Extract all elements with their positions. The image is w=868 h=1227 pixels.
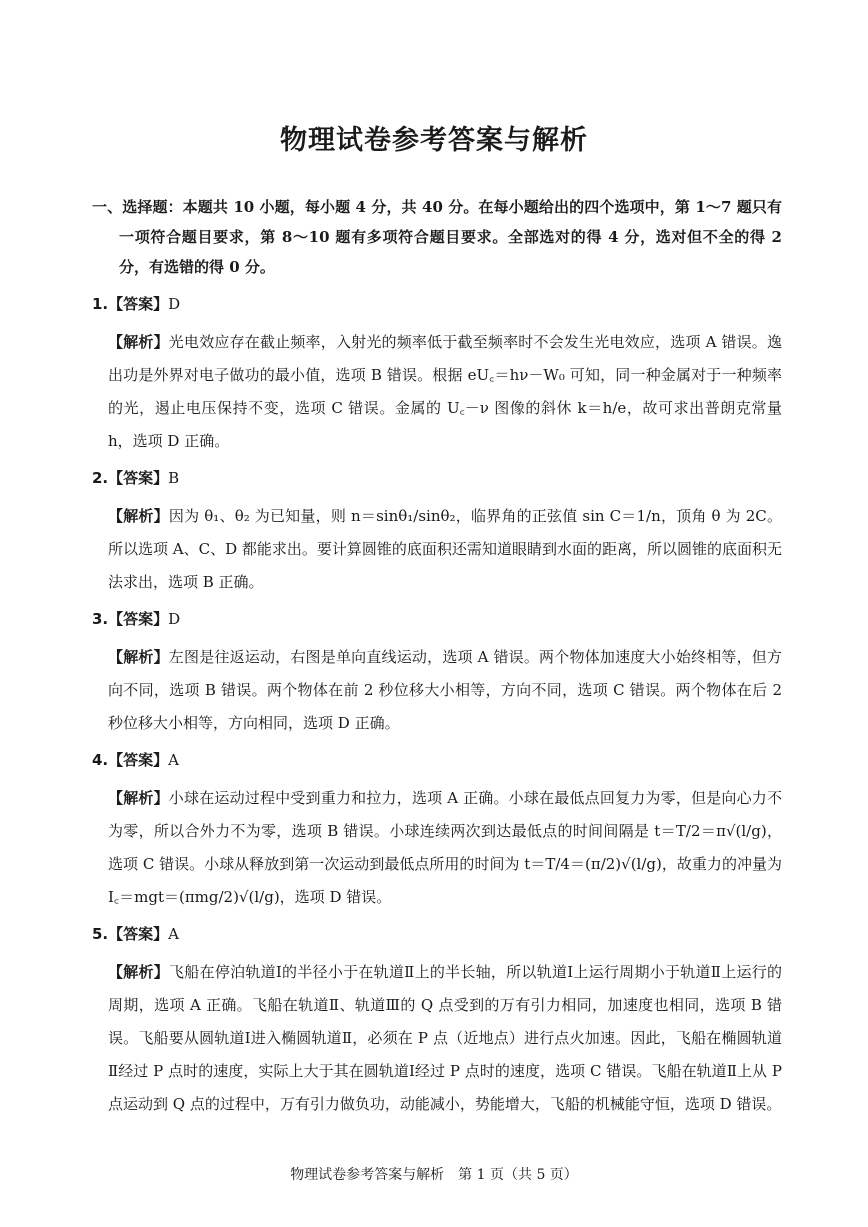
document-body [92, 192, 782, 1127]
explanation-text: 小球在运动过程中受到重力和拉力，选项 A 正确。小球在最低点回复力为零，但是向心力不为零，所以合外力不为零，选项 B 错误。小球连续两次到达最低点的时间间隔是 t＝T/2＝π√(l/g)，选项 C 错误。小球从释放到第一次运动到最低点所用的时间为 t＝T/4＝(π/2)√(l/g)，故重力的冲量为 I꜀＝mgt＝(πmg/2)√(l/g)，选项 D 错误。 [108, 789, 782, 906]
answer-tag: 【答案】 [108, 925, 169, 943]
answer-line [92, 464, 782, 493]
answer-line [92, 290, 782, 319]
question-number: 3. [92, 610, 109, 628]
question-4 [92, 746, 782, 914]
question-number: 1. [92, 295, 109, 313]
explanation-tag: 【解析】 [108, 963, 170, 981]
answer-value: D [168, 610, 181, 628]
question-5 [92, 920, 782, 1121]
explanation [92, 956, 782, 1121]
explanation-tag: 【解析】 [108, 789, 169, 807]
answer-tag: 【答案】 [108, 469, 169, 487]
explanation [92, 641, 782, 740]
answer-value: D [168, 295, 181, 313]
answer-value: A [168, 925, 179, 943]
question-3 [92, 605, 782, 740]
answer-value: A [168, 751, 179, 769]
question-2 [92, 464, 782, 599]
explanation-text: 光电效应存在截止频率，入射光的频率低于截至频率时不会发生光电效应，选项 A 错误。逸出功是外界对电子做功的最小值，选项 B 错误。根据 eU꜀＝hν－W₀ 可知，同一种金属对于一种频率的光，遏止电压保持不变，选项 C 错误。金属的 U꜀－ν 图像的斜休 k＝h/e，故可求出普朗克常量 h，选项 D 正确。 [108, 333, 782, 450]
answer-line [92, 605, 782, 634]
answer-line [92, 746, 782, 775]
explanation [92, 500, 782, 599]
explanation-text: 飞船在停泊轨道Ⅰ的半径小于在轨道Ⅱ上的半长轴，所以轨道Ⅰ上运行周期小于轨道Ⅱ上运行的周期，选项 A 正确。飞船在轨道Ⅱ、轨道Ⅲ的 Q 点受到的万有引力相同，加速度也相同，选项 B 错误。飞船要从圆轨道Ⅰ进入椭圆轨道Ⅱ，必须在 P 点（近地点）进行点火加速。因此，飞船在椭圆轨道Ⅱ经过 P 点时的速度，实际上大于其在圆轨道Ⅰ经过 P 点时的速度，选项 C 错误。飞船在轨道Ⅱ上从 P 点运动到 Q 点的过程中，万有引力做负功，动能减小，势能增大，飞船的机械能守恒，选项 D 错误。 [108, 963, 782, 1113]
explanation-text: 左图是往返运动，右图是单向直线运动，选项 A 错误。两个物体加速度大小始终相等，但方向不同，选项 B 错误。两个物体在前 2 秒位移大小相等，方向不同，选项 C 错误。两个物体在后 2 秒位移大小相等，方向相同，选项 D 正确。 [108, 648, 782, 732]
answer-tag: 【答案】 [108, 295, 169, 313]
explanation [92, 782, 782, 914]
question-number: 2. [92, 469, 109, 487]
explanation-tag: 【解析】 [108, 333, 169, 351]
document-title: 物理试卷参考答案与解析 [280, 125, 588, 156]
explanation-tag: 【解析】 [108, 507, 169, 525]
explanation [92, 326, 782, 458]
question-number: 4. [92, 751, 109, 769]
answer-value: B [168, 469, 180, 487]
answer-tag: 【答案】 [108, 610, 169, 628]
question-1 [92, 290, 782, 458]
answer-tag: 【答案】 [108, 751, 169, 769]
page-footer: 物理试卷参考答案与解析 第 1 页（共 5 页） [290, 1167, 578, 1183]
section-instructions: 一、选择题：本题共 10 小题，每小题 4 分，共 40 分。在每小题给出的四个选项中，第 1～7 题只有一项符合题目要求，第 8～10 题有多项符合题目要求。全部选对的得 4 分，选对但不全的得 2 分，有选错的得 0 分。 [92, 198, 782, 276]
explanation-text: 因为 θ₁、θ₂ 为已知量，则 n＝sinθ₁/sinθ₂，临界角的正弦值 sin C＝1/n，顶角 θ 为 2C。所以选项 A、C、D 都能求出。要计算圆锥的底面积还需知道眼睛到水面的距离，所以圆锥的底面积无法求出，选项 B 正确。 [108, 507, 782, 591]
question-number: 5. [92, 925, 109, 943]
answer-line [92, 920, 782, 949]
explanation-tag: 【解析】 [108, 648, 169, 666]
